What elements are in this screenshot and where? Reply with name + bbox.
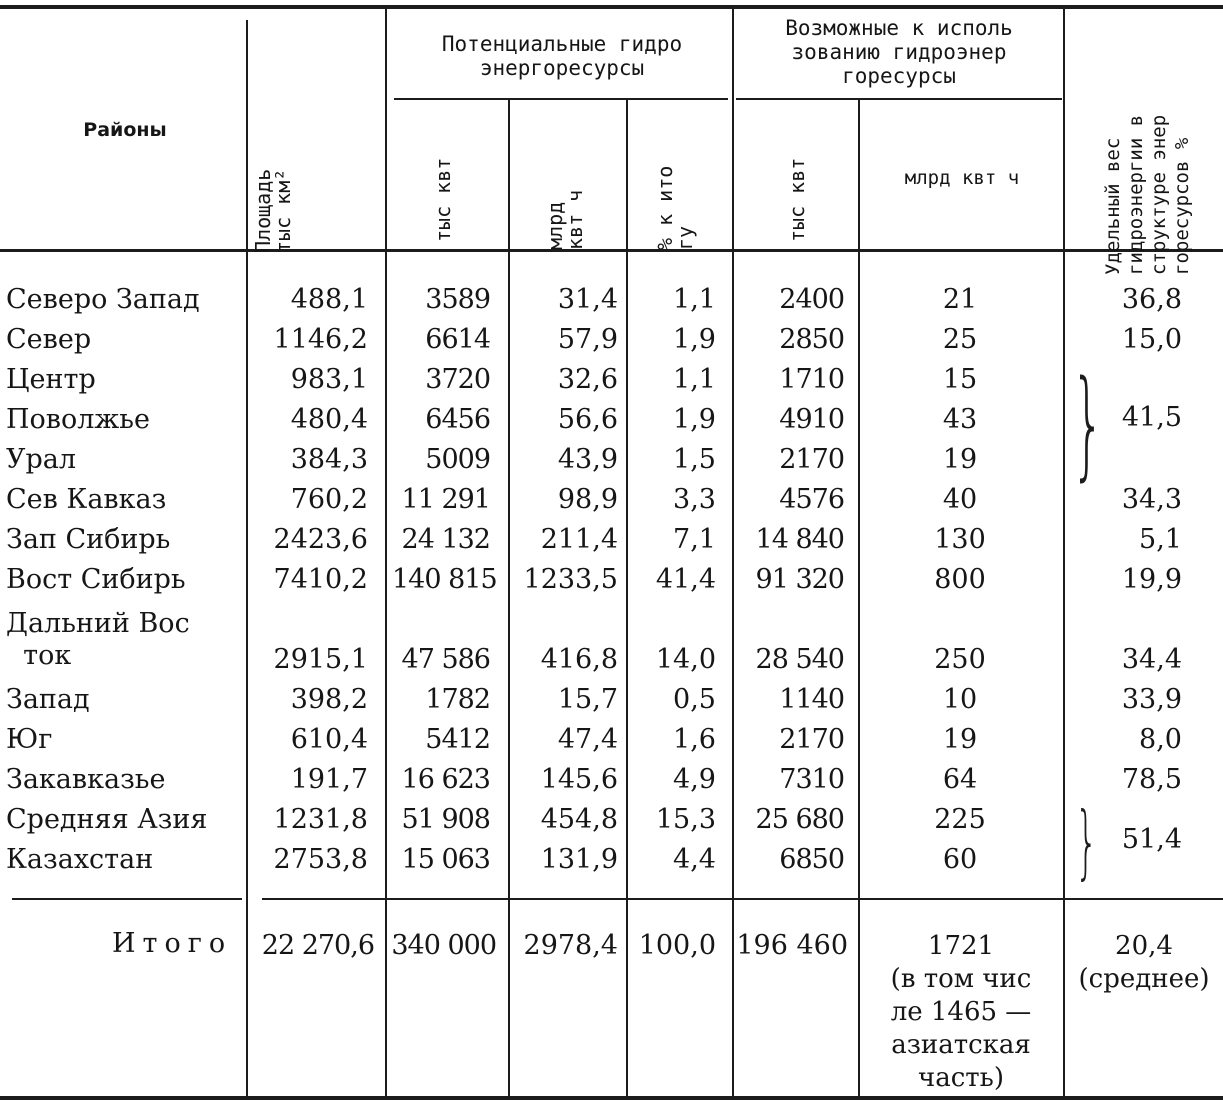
row-pot-percent: 1,1: [673, 364, 716, 395]
row-pot-power: 5009: [425, 444, 490, 475]
total-pot-percent: 100,0: [638, 930, 716, 961]
row-share: 33,9: [1121, 684, 1182, 715]
row-area: 398,2: [290, 684, 368, 715]
row-area: 488,1: [290, 284, 368, 315]
row-pot-power: 51 908: [401, 804, 490, 835]
total-top-rule: [262, 898, 1223, 900]
header-bottom-rule: [0, 249, 1223, 252]
header-use-power: тыс квт: [785, 157, 809, 242]
row-use-energy: 60: [942, 844, 978, 875]
row-use-energy: 21: [942, 284, 978, 315]
row-share: 15,0: [1121, 324, 1182, 355]
row-pot-power: 1782: [425, 684, 490, 715]
row-pot-power: 11 291: [401, 484, 490, 515]
header-area: Площадь тыс км²: [251, 168, 295, 253]
total-top-rule-left: [12, 898, 242, 900]
row-pot-power: 3720: [425, 364, 490, 395]
row-share: 36,8: [1121, 284, 1182, 315]
header-pot-power: тыс квт: [431, 157, 455, 242]
row-use-power: 4910: [779, 404, 844, 435]
row-use-energy: 15: [942, 364, 978, 395]
row-pot-power: 15 063: [401, 844, 490, 875]
row-region: Вост Сибирь: [6, 564, 186, 595]
row-share: 8,0: [1139, 724, 1182, 755]
row-region: Север: [6, 324, 92, 355]
row-use-power: 25 680: [755, 804, 844, 835]
row-area: 2423,6: [273, 524, 368, 555]
total-area: 22 270,6: [261, 930, 374, 961]
row-region: Поволжье: [6, 404, 150, 435]
row-pot-power: 6456: [425, 404, 490, 435]
row-area: 2915,1: [273, 644, 368, 675]
potential-group-rule: [394, 98, 728, 100]
total-label: Итого: [112, 928, 233, 959]
row-pot-percent: 0,5: [673, 684, 716, 715]
row-pot-percent: 14,0: [655, 644, 716, 675]
row-use-power: 7310: [779, 764, 844, 795]
row-pot-percent: 41,4: [655, 564, 716, 595]
header-pot-energy: млрд квт ч: [543, 189, 587, 250]
row-area: 480,4: [290, 404, 368, 435]
total-pot-energy: 2978,4: [523, 930, 618, 961]
col-divider-5: [732, 9, 734, 1096]
row-area: 1231,8: [273, 804, 368, 835]
col-divider-2: [385, 9, 387, 1096]
row-region: Северо Запад: [6, 284, 200, 315]
row-region: Сев Кавказ: [6, 484, 167, 515]
row-use-power: 4576: [779, 484, 844, 515]
total-use-power: 196 460: [736, 930, 848, 961]
row-share: 78,5: [1121, 764, 1182, 795]
total-share: 20,4 (среднее): [1078, 931, 1210, 994]
row-pot-power: 16 623: [401, 764, 490, 795]
header-pot-percent: % к ито гу: [653, 165, 697, 250]
row-pot-energy: 15,7: [557, 684, 618, 715]
row-pot-energy: 32,6: [557, 364, 618, 395]
total-pot-power: 340 000: [391, 930, 496, 961]
header-use-energy: млрд квт ч: [904, 167, 1020, 189]
row-use-power: 2170: [779, 444, 844, 475]
row-use-energy: 10: [942, 684, 978, 715]
row-pot-energy: 454,8: [540, 804, 618, 835]
row-use-energy: 19: [942, 444, 978, 475]
usable-group-rule: [736, 98, 1062, 100]
row-pot-energy: 416,8: [540, 644, 618, 675]
row-share: 34,4: [1121, 644, 1182, 675]
row-pot-energy: 57,9: [557, 324, 618, 355]
row-pot-energy: 145,6: [540, 764, 618, 795]
col-divider-3: [508, 100, 510, 1096]
row-pot-energy: 131,9: [540, 844, 618, 875]
row-pot-power: 24 132: [401, 524, 490, 555]
row-pot-percent: 1,6: [673, 724, 716, 755]
row-use-power: 6850: [779, 844, 844, 875]
row-pot-percent: 3,3: [673, 484, 716, 515]
row-use-power: 1140: [779, 684, 844, 715]
row-area: 7410,2: [273, 564, 368, 595]
row-share: 34,3: [1121, 484, 1182, 515]
row-pot-power: 3589: [425, 284, 490, 315]
row-use-energy: 250: [934, 644, 986, 675]
top-rule: [0, 5, 1223, 9]
brace-group-2: }: [1075, 795, 1098, 888]
total-use-energy: 1721 (в том чис ле 1465 — азиатская часть): [890, 931, 1032, 1093]
col-divider-7: [1063, 9, 1065, 1096]
row-use-energy: 130: [934, 524, 986, 555]
row-pot-energy: 1233,5: [523, 564, 618, 595]
group-2-share: 51,4: [1121, 824, 1182, 855]
row-pot-power: 140 815: [392, 564, 497, 595]
row-area: 384,3: [290, 444, 368, 475]
row-pot-percent: 1,1: [673, 284, 716, 315]
row-pot-energy: 211,4: [540, 524, 618, 555]
row-pot-energy: 47,4: [557, 724, 618, 755]
row-use-power: 2170: [779, 724, 844, 755]
row-use-power: 2400: [779, 284, 844, 315]
row-pot-energy: 56,6: [557, 404, 618, 435]
row-pot-power: 5412: [425, 724, 490, 755]
row-area: 191,7: [290, 764, 368, 795]
row-region: Урал: [6, 444, 77, 475]
row-pot-energy: 31,4: [557, 284, 618, 315]
row-pot-percent: 1,5: [673, 444, 716, 475]
row-use-energy: 25: [942, 324, 978, 355]
row-pot-percent: 4,9: [673, 764, 716, 795]
row-use-energy: 800: [934, 564, 986, 595]
row-use-power: 28 540: [755, 644, 844, 675]
row-use-power: 91 320: [755, 564, 844, 595]
row-pot-energy: 43,9: [557, 444, 618, 475]
row-area: 1146,2: [273, 324, 368, 355]
row-region: Казахстан: [6, 844, 154, 875]
header-share: Удельный вес гидроэнергии в структуре энер горесурсов %: [1102, 114, 1193, 275]
row-use-energy: 225: [934, 804, 986, 835]
header-usable-group: Возможные к исполь зованию гидроэнер горесурсы: [785, 16, 1013, 88]
row-region: Юг: [6, 724, 53, 755]
row-use-energy: 43: [942, 404, 978, 435]
row-pot-percent: 15,3: [655, 804, 716, 835]
row-region: Центр: [6, 364, 96, 395]
row-pot-percent: 7,1: [673, 524, 716, 555]
row-share: 19,9: [1121, 564, 1182, 595]
row-pot-energy: 98,9: [557, 484, 618, 515]
row-region: Закавказье: [6, 764, 166, 795]
row-pot-percent: 1,9: [673, 324, 716, 355]
row-area: 610,4: [290, 724, 368, 755]
row-share: 5,1: [1139, 524, 1182, 555]
row-pot-percent: 1,9: [673, 404, 716, 435]
bottom-rule: [0, 1096, 1223, 1100]
row-use-energy: 64: [942, 764, 978, 795]
row-region: Средняя Азия: [6, 804, 208, 835]
row-area: 983,1: [290, 364, 368, 395]
row-region: Зап Сибирь: [6, 524, 171, 555]
row-use-energy: 40: [942, 484, 978, 515]
row-area: 760,2: [290, 484, 368, 515]
row-use-energy: 19: [942, 724, 978, 755]
group-1-share: 41,5: [1121, 402, 1182, 433]
row-region: Запад: [6, 684, 90, 715]
row-area: 2753,8: [273, 844, 368, 875]
row-region: Дальний Вос ток: [6, 608, 190, 671]
col-divider-1: [246, 20, 248, 1096]
row-use-power: 2850: [779, 324, 844, 355]
row-use-power: 14 840: [755, 524, 844, 555]
header-potential-group: Потенциальные гидро энергоресурсы: [441, 32, 683, 80]
row-pot-percent: 4,4: [673, 844, 716, 875]
brace-group-1: }: [1071, 354, 1105, 492]
row-pot-power: 47 586: [401, 644, 490, 675]
header-regions: Районы: [83, 119, 167, 141]
row-pot-power: 6614: [425, 324, 490, 355]
row-use-power: 1710: [779, 364, 844, 395]
